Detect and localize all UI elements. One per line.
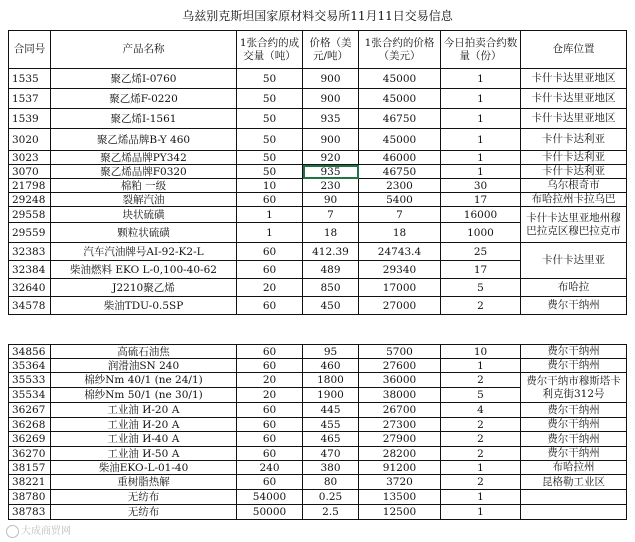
cell-price[interactable]: 900 — [303, 69, 359, 89]
cell-count[interactable]: 2 — [441, 432, 521, 447]
cell-product[interactable]: 聚乙烯品牌B-Y 460 — [51, 129, 237, 151]
cell-product[interactable]: 聚乙烯I-0760 — [51, 69, 237, 89]
cell-count[interactable]: 1 — [441, 505, 521, 520]
cell-amount[interactable]: 27000 — [359, 297, 441, 315]
cell-amount[interactable]: 29340 — [359, 261, 441, 279]
cell-volume[interactable]: 60 — [237, 359, 303, 373]
cell-code[interactable]: 36270 — [9, 447, 51, 461]
cell-code[interactable]: 1537 — [9, 89, 51, 109]
cell-price[interactable]: 445 — [303, 403, 359, 418]
header-volume: 1张合约的成交量（吨） — [237, 31, 303, 69]
header-amount: 1张合约的价格（美元） — [359, 31, 441, 69]
cell-code[interactable]: 35534 — [9, 388, 51, 403]
cell-product[interactable]: 无纺布 — [51, 490, 237, 505]
table-row — [9, 193, 627, 207]
cell-count[interactable]: 1 — [441, 109, 521, 129]
cell-count[interactable]: 1 — [441, 69, 521, 89]
cell-count[interactable]: 5 — [441, 279, 521, 297]
cell-amount[interactable]: 12500 — [359, 505, 441, 520]
cell-price[interactable]: 18 — [303, 223, 359, 243]
cell-code[interactable]: 34856 — [9, 345, 51, 359]
cell-count[interactable]: 10 — [441, 345, 521, 359]
table-row — [9, 109, 627, 129]
cell-volume[interactable]: 50 — [237, 69, 303, 89]
cell-amount[interactable]: 7 — [359, 207, 441, 223]
cell-price[interactable]: 470 — [303, 447, 359, 461]
cell-amount[interactable]: 28200 — [359, 447, 441, 461]
cell-count[interactable]: 25 — [441, 243, 521, 261]
cell-code[interactable]: 38221 — [9, 475, 51, 490]
trade-table-bottom — [8, 344, 627, 520]
cell-amount[interactable]: 26700 — [359, 403, 441, 418]
table-row — [9, 490, 627, 505]
cell-code[interactable]: 32383 — [9, 243, 51, 261]
cell-count[interactable]: 1 — [441, 359, 521, 373]
cell-volume[interactable]: 60 — [237, 418, 303, 432]
table-row — [9, 165, 627, 179]
cell-price[interactable]: 95 — [303, 345, 359, 359]
cell-code[interactable]: 36267 — [9, 403, 51, 418]
cell-code[interactable]: 3070 — [9, 165, 51, 179]
cell-amount[interactable]: 3720 — [359, 475, 441, 490]
cell-product[interactable]: 棉纱Nm 50/1 (ne 30/1) — [51, 388, 237, 403]
cell-amount[interactable]: 36000 — [359, 373, 441, 388]
table-row — [9, 345, 627, 359]
cell-code[interactable]: 36269 — [9, 432, 51, 447]
cell-warehouse[interactable]: 卡什卡达里亚地州穆巴拉克区穆巴拉克市 — [521, 207, 627, 243]
cell-count[interactable]: 17 — [441, 261, 521, 279]
cell-volume[interactable]: 20 — [237, 279, 303, 297]
cell-product[interactable]: 聚乙烯品牌F0320 — [51, 165, 237, 179]
cell-code[interactable]: 32384 — [9, 261, 51, 279]
cell-product[interactable]: J2210聚乙烯 — [51, 279, 237, 297]
cell-warehouse[interactable]: 费尔干纳州 — [521, 432, 627, 447]
cell-price[interactable]: 2.5 — [303, 505, 359, 520]
cell-price[interactable]: 7 — [303, 207, 359, 223]
cell-volume[interactable]: 50 — [237, 151, 303, 165]
cell-count[interactable]: 30 — [441, 179, 521, 193]
cell-warehouse[interactable] — [521, 490, 627, 505]
cell-volume[interactable]: 60 — [237, 193, 303, 207]
header-row — [9, 31, 627, 69]
cell-product[interactable]: 聚乙烯F-0220 — [51, 89, 237, 109]
cell-price[interactable]: 455 — [303, 418, 359, 432]
cell-count[interactable]: 1 — [441, 89, 521, 109]
cell-product[interactable]: 高硫石油焦 — [51, 345, 237, 359]
cell-count[interactable]: 17 — [441, 193, 521, 207]
cell-amount[interactable]: 24743.4 — [359, 243, 441, 261]
cell-volume[interactable]: 50 — [237, 129, 303, 151]
cell-code[interactable]: 29558 — [9, 207, 51, 223]
cell-code[interactable]: 3023 — [9, 151, 51, 165]
watermark-text: 大成商贸网 — [21, 526, 71, 537]
cell-code[interactable]: 35533 — [9, 373, 51, 388]
table-row — [9, 89, 627, 109]
cell-amount[interactable]: 45000 — [359, 69, 441, 89]
table-row — [9, 279, 627, 297]
cell-product[interactable]: 工业油 И-40 А — [51, 432, 237, 447]
cell-product[interactable]: 柴油燃料 EKO L-0,100-40-62 — [51, 261, 237, 279]
table-row — [9, 447, 627, 461]
sheet-title: 乌兹别克斯坦国家原材料交易所11月11日交易信息 — [182, 8, 453, 23]
cell-warehouse[interactable] — [521, 505, 627, 520]
header-code: 合同号 — [9, 31, 51, 69]
cell-product[interactable]: 工业油 И-20 А — [51, 418, 237, 432]
cell-warehouse[interactable]: 卡什卡达里亚地区 — [521, 69, 627, 89]
cell-code[interactable]: 1539 — [9, 109, 51, 129]
cell-code[interactable]: 38157 — [9, 461, 51, 475]
cell-code[interactable]: 29559 — [9, 223, 51, 243]
cell-count[interactable]: 2 — [441, 418, 521, 432]
cell-warehouse[interactable]: 费尔干纳州 — [521, 345, 627, 359]
cell-price[interactable]: 412.39 — [303, 243, 359, 261]
cell-count[interactable]: 2 — [441, 297, 521, 315]
cell-product[interactable]: 汽车汽油牌号AI-92-K2-L — [51, 243, 237, 261]
cell-count[interactable]: 1 — [441, 165, 521, 179]
cell-product[interactable]: 聚乙烯品牌PY342 — [51, 151, 237, 165]
cell-product[interactable]: 重树脂热解 — [51, 475, 237, 490]
cell-amount[interactable]: 27300 — [359, 418, 441, 432]
cell-price[interactable]: 450 — [303, 297, 359, 315]
cell-amount[interactable]: 45000 — [359, 129, 441, 151]
cell-warehouse[interactable]: 布哈拉州 — [521, 461, 627, 475]
cell-volume[interactable]: 60 — [237, 243, 303, 261]
cell-product[interactable]: 裂解汽油 — [51, 193, 237, 207]
table-row — [9, 432, 627, 447]
cell-volume[interactable]: 60 — [237, 297, 303, 315]
table-row — [9, 359, 627, 373]
cell-count[interactable]: 2 — [441, 475, 521, 490]
cell-amount[interactable]: 46750 — [359, 109, 441, 129]
table-row — [9, 373, 627, 388]
cell-code[interactable]: 3020 — [9, 129, 51, 151]
cell-count[interactable]: 1 — [441, 490, 521, 505]
cell-warehouse[interactable]: 卡什卡达利亚 — [521, 129, 627, 151]
cell-price[interactable]: 80 — [303, 475, 359, 490]
cell-price[interactable]: 0.25 — [303, 490, 359, 505]
table-row — [9, 69, 627, 89]
cell-product[interactable]: 棉粕 一级 — [51, 179, 237, 193]
cell-warehouse[interactable]: 费尔干纳州 — [521, 297, 627, 315]
cell-volume[interactable]: 60 — [237, 432, 303, 447]
cell-warehouse[interactable]: 卡什卡达里亚地区 — [521, 109, 627, 129]
cell-price[interactable]: 1800 — [303, 373, 359, 388]
cell-warehouse[interactable]: 费尔干纳州 — [521, 403, 627, 418]
header-warehouse: 仓库位置 — [521, 31, 627, 69]
cell-volume[interactable]: 20 — [237, 388, 303, 403]
trade-table-top — [8, 30, 627, 315]
cell-warehouse[interactable]: 费尔干纳州 — [521, 447, 627, 461]
table-row — [9, 179, 627, 193]
table-row — [9, 505, 627, 520]
cell-price[interactable]: 230 — [303, 179, 359, 193]
cell-code[interactable]: 32640 — [9, 279, 51, 297]
header-price: 价格（美元/吨） — [303, 31, 359, 69]
cell-amount[interactable]: 27900 — [359, 432, 441, 447]
cell-count[interactable]: 5 — [441, 388, 521, 403]
cell-warehouse[interactable]: 卡什卡达利亚 — [521, 165, 627, 179]
cell-warehouse[interactable]: 卡什卡达利亚 — [521, 151, 627, 165]
cell-volume[interactable]: 50000 — [237, 505, 303, 520]
cell-price[interactable]: 465 — [303, 432, 359, 447]
table-row — [9, 207, 627, 223]
cell-code[interactable]: 21798 — [9, 179, 51, 193]
cell-warehouse[interactable]: 卡什卡达里亚 — [521, 243, 627, 279]
cell-count[interactable]: 1 — [441, 129, 521, 151]
cell-volume[interactable]: 60 — [237, 261, 303, 279]
cell-warehouse[interactable]: 卡什卡达里亚地区 — [521, 89, 627, 109]
cell-code[interactable]: 38780 — [9, 490, 51, 505]
cell-count[interactable]: 1 — [441, 461, 521, 475]
cell-product[interactable]: 柴油TDU-0.5SP — [51, 297, 237, 315]
cell-warehouse[interactable]: 昆格勒工业区 — [521, 475, 627, 490]
cell-price[interactable]: 1900 — [303, 388, 359, 403]
cell-volume[interactable]: 60 — [237, 447, 303, 461]
table-row — [9, 403, 627, 418]
cell-warehouse[interactable]: 费尔干纳市穆斯塔卡利克街312号 — [521, 373, 627, 403]
cell-volume[interactable]: 1 — [237, 207, 303, 223]
cell-volume[interactable]: 50 — [237, 89, 303, 109]
cell-amount[interactable]: 46750 — [359, 165, 441, 179]
cell-count[interactable]: 2 — [441, 373, 521, 388]
cell-amount[interactable]: 13500 — [359, 490, 441, 505]
cell-warehouse[interactable]: 布哈拉州卡拉乌巴 — [521, 193, 627, 207]
cell-amount[interactable]: 5700 — [359, 345, 441, 359]
cell-count[interactable]: 16000 — [441, 207, 521, 223]
cell-volume[interactable]: 60 — [237, 403, 303, 418]
table-row — [9, 129, 627, 151]
cell-amount[interactable]: 91200 — [359, 461, 441, 475]
cell-code[interactable]: 38783 — [9, 505, 51, 520]
cell-price[interactable]: 460 — [303, 359, 359, 373]
cell-product[interactable]: 块状硫磺 — [51, 207, 237, 223]
header-count: 今日拍卖合约数量（份） — [441, 31, 521, 69]
cell-count[interactable]: 1 — [441, 151, 521, 165]
cell-amount[interactable]: 17000 — [359, 279, 441, 297]
cell-warehouse[interactable]: 乌尔根奇市 — [521, 179, 627, 193]
table-row — [9, 297, 627, 315]
cell-price[interactable]: 850 — [303, 279, 359, 297]
cell-product[interactable]: 颗粒状硫磺 — [51, 223, 237, 243]
cell-price[interactable]: 90 — [303, 193, 359, 207]
cell-volume[interactable]: 50 — [237, 165, 303, 179]
cell-volume[interactable]: 240 — [237, 461, 303, 475]
cell-product[interactable]: 聚乙烯I-1561 — [51, 109, 237, 129]
cell-volume[interactable]: 10 — [237, 179, 303, 193]
cell-product[interactable]: 工业油 И-20 А — [51, 403, 237, 418]
watermark — [6, 522, 71, 538]
cell-price[interactable]: 489 — [303, 261, 359, 279]
cell-amount[interactable]: 5400 — [359, 193, 441, 207]
table-row — [9, 151, 627, 165]
cell-amount[interactable]: 38000 — [359, 388, 441, 403]
cell-amount[interactable]: 46000 — [359, 151, 441, 165]
cell-product[interactable]: 工业油 И-50 А — [51, 447, 237, 461]
cell-price[interactable]: 935 — [303, 109, 359, 129]
watermark-logo-icon — [6, 525, 19, 538]
cell-product[interactable]: 棉纱Nm 40/1 (ne 24/1) — [51, 373, 237, 388]
cell-price[interactable]: 380 — [303, 461, 359, 475]
cell-amount[interactable]: 27600 — [359, 359, 441, 373]
cell-price[interactable]: 900 — [303, 129, 359, 151]
cell-volume[interactable]: 50 — [237, 109, 303, 129]
cell-code[interactable]: 36268 — [9, 418, 51, 432]
cell-warehouse[interactable]: 费尔干纳州 — [521, 418, 627, 432]
cell-product[interactable]: 柴油EKO-L-01-40 — [51, 461, 237, 475]
cell-amount[interactable]: 2300 — [359, 179, 441, 193]
cell-warehouse[interactable]: 布哈拉 — [521, 279, 627, 297]
cell-code[interactable]: 1535 — [9, 69, 51, 89]
cell-volume[interactable]: 60 — [237, 475, 303, 490]
cell-product[interactable]: 无纺布 — [51, 505, 237, 520]
cell-warehouse[interactable]: 费尔干纳州 — [521, 359, 627, 373]
header-product: 产品名称 — [51, 31, 237, 69]
cell-volume[interactable]: 20 — [237, 373, 303, 388]
table-row — [9, 243, 627, 261]
cell-volume[interactable]: 54000 — [237, 490, 303, 505]
table-row — [9, 418, 627, 432]
cell-amount[interactable]: 18 — [359, 223, 441, 243]
cell-price[interactable]: 900 — [303, 89, 359, 109]
table-row — [9, 461, 627, 475]
cell-count[interactable]: 2 — [441, 447, 521, 461]
cell-code[interactable]: 34578 — [9, 297, 51, 315]
cell-price[interactable]: 935 — [303, 165, 359, 179]
cell-product[interactable]: 润滑油SN 240 — [51, 359, 237, 373]
cell-count[interactable]: 4 — [441, 403, 521, 418]
cell-price[interactable]: 920 — [303, 151, 359, 165]
cell-volume[interactable]: 60 — [237, 345, 303, 359]
cell-amount[interactable]: 45000 — [359, 89, 441, 109]
cell-code[interactable]: 35364 — [9, 359, 51, 373]
table-row — [9, 475, 627, 490]
cell-count[interactable]: 1000 — [441, 223, 521, 243]
cell-volume[interactable]: 1 — [237, 223, 303, 243]
cell-code[interactable]: 29248 — [9, 193, 51, 207]
